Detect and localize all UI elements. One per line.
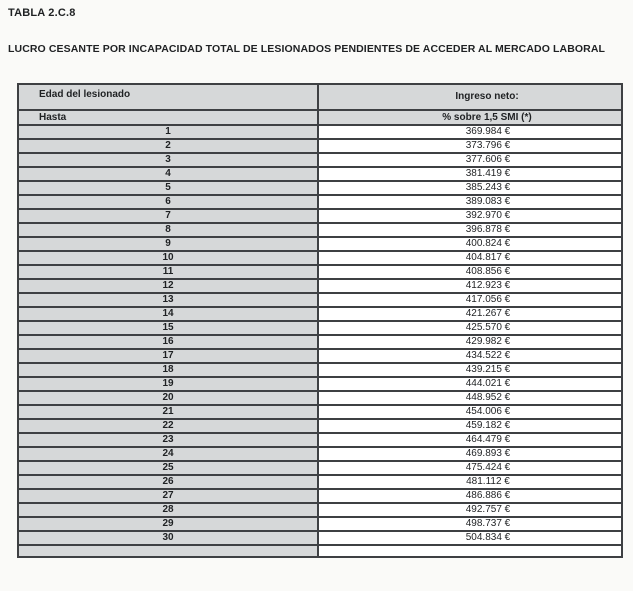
ingreso-cell: 444.021 € bbox=[318, 377, 622, 391]
table-row bbox=[18, 153, 622, 167]
ingreso-cell: 381.419 € bbox=[318, 167, 622, 181]
ingreso-cell: 408.856 € bbox=[318, 265, 622, 279]
edad-cell: 27 bbox=[18, 489, 318, 503]
ingreso-cell: 412.923 € bbox=[318, 279, 622, 293]
page-title: LUCRO CESANTE POR INCAPACIDAD TOTAL DE LESIONADOS PENDIENTES DE ACCEDER AL MERCADO LABORAL bbox=[8, 43, 606, 55]
ingreso-cell: 454.006 € bbox=[318, 405, 622, 419]
edad-cell: 7 bbox=[18, 209, 318, 223]
table-row bbox=[18, 349, 622, 363]
table-row bbox=[18, 377, 622, 391]
table-row bbox=[18, 419, 622, 433]
edad-cell: 2 bbox=[18, 139, 318, 153]
ingreso-cell: 396.878 € bbox=[318, 223, 622, 237]
ingreso-cell: 448.952 € bbox=[318, 391, 622, 405]
ingreso-cell: 439.215 € bbox=[318, 363, 622, 377]
edad-cell: 28 bbox=[18, 503, 318, 517]
cutoff-edad-cell bbox=[18, 545, 318, 557]
table-row bbox=[18, 475, 622, 489]
ingreso-cell: 389.083 € bbox=[318, 195, 622, 209]
edad-cell: 16 bbox=[18, 335, 318, 349]
data-table-wrapper bbox=[17, 83, 623, 584]
table-row bbox=[18, 139, 622, 153]
ingreso-cell: 417.056 € bbox=[318, 293, 622, 307]
table-row bbox=[18, 195, 622, 209]
ingreso-cell: 475.424 € bbox=[318, 461, 622, 475]
edad-cell: 14 bbox=[18, 307, 318, 321]
edad-cell: 26 bbox=[18, 475, 318, 489]
ingreso-cell: 486.886 € bbox=[318, 489, 622, 503]
ingreso-cell: 434.522 € bbox=[318, 349, 622, 363]
cutoff-ingreso-cell bbox=[318, 545, 622, 557]
edad-cell: 19 bbox=[18, 377, 318, 391]
edad-cell: 15 bbox=[18, 321, 318, 335]
table-row bbox=[18, 223, 622, 237]
ingreso-cell: 421.267 € bbox=[318, 307, 622, 321]
edad-cell: 23 bbox=[18, 433, 318, 447]
edad-cell: 5 bbox=[18, 181, 318, 195]
ingreso-cell: 481.112 € bbox=[318, 475, 622, 489]
table-row bbox=[18, 433, 622, 447]
edad-cell: 30 bbox=[18, 531, 318, 545]
edad-cell: 21 bbox=[18, 405, 318, 419]
table-row bbox=[18, 307, 622, 321]
table-row bbox=[18, 321, 622, 335]
ingreso-cell: 429.982 € bbox=[318, 335, 622, 349]
data-table bbox=[17, 83, 623, 558]
table-cutoff bbox=[18, 545, 622, 557]
header-income-sub: % sobre 1,5 SMI (*) bbox=[318, 110, 622, 125]
ingreso-cell: 425.570 € bbox=[318, 321, 622, 335]
edad-cell: 13 bbox=[18, 293, 318, 307]
table-header bbox=[18, 84, 622, 125]
table-row bbox=[18, 251, 622, 265]
edad-cell: 29 bbox=[18, 517, 318, 531]
ingreso-cell: 404.817 € bbox=[318, 251, 622, 265]
table-row bbox=[18, 209, 622, 223]
header-row-sub bbox=[18, 110, 622, 125]
table-row bbox=[18, 293, 622, 307]
edad-cell: 9 bbox=[18, 237, 318, 251]
edad-cell: 4 bbox=[18, 167, 318, 181]
table-row bbox=[18, 265, 622, 279]
edad-cell: 18 bbox=[18, 363, 318, 377]
table-row bbox=[18, 279, 622, 293]
ingreso-cell: 377.606 € bbox=[318, 153, 622, 167]
edad-cell: 8 bbox=[18, 223, 318, 237]
edad-cell: 17 bbox=[18, 349, 318, 363]
edad-cell: 12 bbox=[18, 279, 318, 293]
table-row bbox=[18, 447, 622, 461]
table-row bbox=[18, 503, 622, 517]
table-row bbox=[18, 167, 622, 181]
doc-label: TABLA 2.C.8 bbox=[8, 7, 76, 19]
table-row bbox=[18, 461, 622, 475]
header-age-group: Edad del lesionado bbox=[18, 84, 318, 110]
table-row bbox=[18, 391, 622, 405]
ingreso-cell: 492.757 € bbox=[318, 503, 622, 517]
edad-cell: 25 bbox=[18, 461, 318, 475]
table-body bbox=[18, 125, 622, 545]
ingreso-cell: 392.970 € bbox=[318, 209, 622, 223]
table-row bbox=[18, 517, 622, 531]
ingreso-cell: 369.984 € bbox=[318, 125, 622, 139]
edad-cell: 6 bbox=[18, 195, 318, 209]
ingreso-cell: 464.479 € bbox=[318, 433, 622, 447]
edad-cell: 22 bbox=[18, 419, 318, 433]
table-row bbox=[18, 335, 622, 349]
table-row bbox=[18, 363, 622, 377]
table-row bbox=[18, 531, 622, 545]
cutoff-row bbox=[18, 545, 622, 557]
header-age-sub: Hasta bbox=[18, 110, 318, 125]
ingreso-cell: 385.243 € bbox=[318, 181, 622, 195]
ingreso-cell: 469.893 € bbox=[318, 447, 622, 461]
header-income-group: Ingreso neto: bbox=[318, 84, 622, 110]
ingreso-cell: 400.824 € bbox=[318, 237, 622, 251]
edad-cell: 1 bbox=[18, 125, 318, 139]
table-row bbox=[18, 405, 622, 419]
edad-cell: 3 bbox=[18, 153, 318, 167]
ingreso-cell: 459.182 € bbox=[318, 419, 622, 433]
edad-cell: 11 bbox=[18, 265, 318, 279]
edad-cell: 10 bbox=[18, 251, 318, 265]
table-row bbox=[18, 125, 622, 139]
header-row-group bbox=[18, 84, 622, 110]
edad-cell: 24 bbox=[18, 447, 318, 461]
table-row bbox=[18, 237, 622, 251]
ingreso-cell: 373.796 € bbox=[318, 139, 622, 153]
table-row bbox=[18, 489, 622, 503]
ingreso-cell: 498.737 € bbox=[318, 517, 622, 531]
ingreso-cell: 504.834 € bbox=[318, 531, 622, 545]
edad-cell: 20 bbox=[18, 391, 318, 405]
table-row bbox=[18, 181, 622, 195]
